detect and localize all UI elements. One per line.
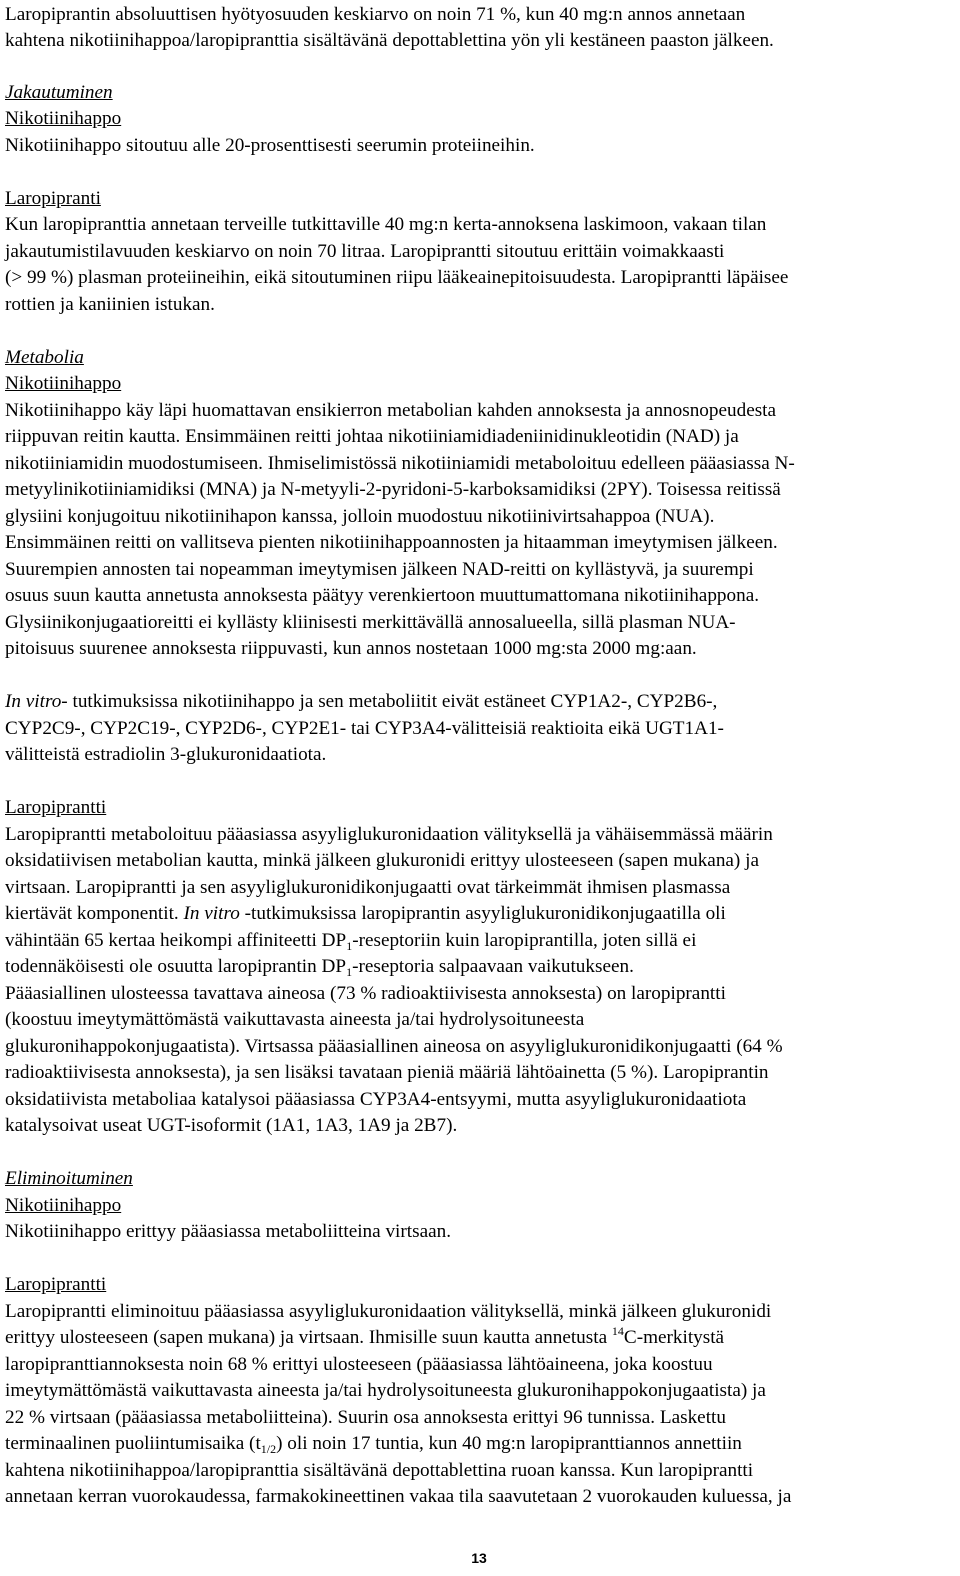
paragraph-line: (koostuu imeytymättömästä vaikuttavasta aineesta ja/tai hydrolysoituneesta (5, 1009, 585, 1030)
paragraph-line: Kun laropipranttia annetaan terveille tutkittaville 40 mg:n kerta-annoksena laskimoon, vakaan tilan (5, 214, 767, 235)
paragraph-line: metyylinikotiiniamidiksi (MNA) ja N-metyyli-2-pyridoni-5-karboksamidiksi (2PY). Toisessa reitissä (5, 479, 781, 500)
subheading-laropiprant: Laropiprantti (5, 797, 107, 818)
subheading-nicotinic-acid: Nikotiinihappo (5, 1195, 122, 1216)
paragraph-line: annetaan kerran vuorokaudessa, farmakokineettinen vakaa tila saavutetaan 2 vuorokauden kuluessa, ja (5, 1486, 792, 1507)
paragraph-line: katalysoivat useat UGT-isoformit (1A1, 1A3, 1A9 ja 2B7). (5, 1115, 458, 1136)
paragraph-line: imeytymättömästä vaikuttavasta aineesta ja/tai hydrolysoituneesta glukuronihappokonjugaatista) ja (5, 1380, 766, 1401)
paragraph-line: rottien ja kaniinien istukan. (5, 294, 215, 315)
paragraph-line: Laropiprantti metaboloituu pääasiassa asyyliglukuronidaation välityksellä ja vähäisemmässä määrin (5, 824, 773, 845)
text-span: kiertävät komponentit. (5, 903, 184, 924)
paragraph-line: jakautumistilavuuden keskiarvo on noin 70 litraa. Laropiprantti sitoutuu erittäin voimakkaasti (5, 241, 725, 262)
paragraph-line: (> 99 %) plasman proteiineihin, eikä sitoutuminen riipu lääkeainepitoisuudesta. Laropiprantti läpäisee (5, 267, 789, 288)
subheading-laropiprant: Laropipranti (5, 188, 101, 209)
paragraph-line (5, 956, 634, 978)
superscript: 14 (611, 1324, 624, 1338)
page-number: 13 (471, 1550, 487, 1566)
paragraph-line: oksidatiivisen metabolian kautta, minkä jälkeen glukuronidi erittyy ulosteeseen (sapen mukana) ja (5, 850, 759, 871)
section-heading-metabolism: Metabolia (5, 347, 84, 368)
section-heading-elimination: Eliminoituminen (5, 1168, 133, 1189)
paragraph-line: pitoisuus suurenee annoksesta riippuvasti, kun annos nostetaan 1000 mg:sta 2000 mg:aan. (5, 638, 697, 659)
subheading-nicotinic-acid: Nikotiinihappo (5, 373, 122, 394)
paragraph-line: Laropiprantin absoluuttisen hyötyosuuden keskiarvo on noin 71 %, kun 40 mg:n annos annetaan (5, 4, 746, 25)
paragraph-line: Ensimmäinen reitti on vallitseva pienten nikotiinihappoannosten ja hitaamman imeytymisen jälkeen. (5, 532, 778, 553)
subheading-nicotinic-acid: Nikotiinihappo (5, 108, 122, 129)
italic-text: In vitro (183, 903, 240, 924)
paragraph-line: kahtena nikotiinihappoa/laropipranttia sisältävänä depottablettina yön yli kestäneen paaston jälkeen. (5, 30, 774, 51)
paragraph-line: välitteistä estradiolin 3-glukuronidaatiota. (5, 744, 327, 765)
text-span: ) oli noin 17 tuntia, kun 40 mg:n laropipranttiannos annettiin (276, 1433, 742, 1454)
text-span: C-merkitystä (623, 1327, 725, 1348)
paragraph-line: osuus suun kautta annetusta annoksesta päätyy verenkiertoon muuttumattomana nikotiinihappona. (5, 585, 760, 606)
text-span: -reseptoria salpaavaan vaikutukseen. (352, 956, 634, 977)
paragraph-line: Nikotiinihappo käy läpi huomattavan ensikierron metabolian kahden annoksesta ja annosnopeudesta (5, 400, 777, 421)
section-heading-distribution: Jakautuminen (5, 82, 113, 103)
paragraph-line: 22 % virtsaan (pääasiassa metaboliitteina). Suurin osa annoksesta erittyi 96 tunnissa. Laskettu (5, 1407, 726, 1428)
paragraph-line (5, 1433, 742, 1455)
paragraph-line: Suurempien annosten tai nopeamman imeytymisen jälkeen NAD-reitti on kyllästyvä, ja suurempi (5, 559, 754, 580)
text-span: terminaalinen puoliintumisaika (t (5, 1433, 261, 1454)
paragraph-line: laropipranttiannoksesta noin 68 % erittyi ulosteeseen (pääasiassa lähtöaineena, joka koostuu (5, 1354, 713, 1375)
subscript: 1/2 (260, 1442, 277, 1456)
text-span: -reseptoriin kuin laropiprantilla, joten sillä ei (352, 930, 697, 951)
paragraph-line (5, 691, 717, 713)
text-span: erittyy ulosteeseen (sapen mukana) ja virtsaan. Ihmisille suun kautta annetusta (5, 1327, 612, 1348)
paragraph-line: kahtena nikotiinihappoa/laropipranttia sisältävänä depottablettina ruoan kanssa. Kun laropiprantti (5, 1460, 754, 1481)
paragraph-line (5, 903, 726, 925)
subheading-laropiprant: Laropiprantti (5, 1274, 107, 1295)
text-span: tutkimuksissa nikotiinihappo ja sen metaboliitit eivät estäneet CYP1A2-, CYP2B6-, (67, 691, 718, 712)
paragraph-line (5, 1324, 725, 1349)
paragraph-line: nikotiiniamidin muodostumiseen. Ihmiselimistössä nikotiiniamidi metaboloituu edelleen pääasiassa N- (5, 453, 795, 474)
paragraph-line: glysiini konjugoituu nikotiinihapon kanssa, jolloin muodostuu nikotiinivirtsahappoa (NUA). (5, 506, 715, 527)
paragraph-line: Nikotiinihappo sitoutuu alle 20-prosenttisesti seerumin proteiineihin. (5, 135, 535, 156)
paragraph-line: Nikotiinihappo erittyy pääasiassa metaboliitteina virtsaan. (5, 1221, 451, 1242)
paragraph-line: virtsaan. Laropiprantti ja sen asyyliglukuronidikonjugaatti ovat tärkeimmät ihmisen plasmassa (5, 877, 731, 898)
paragraph-line: riippuvan reitin kautta. Ensimmäinen reitti johtaa nikotiiniamidiadeniinidinukleotidin (NAD) ja (5, 426, 739, 447)
text-span: -tutkimuksissa laropiprantin asyyliglukuronidikonjugaatilla oli (239, 903, 726, 924)
subscript: 1 (346, 965, 353, 979)
paragraph-line: radioaktiivisesta annoksesta), ja sen lisäksi tavataan pieniä määriä lähtöainetta (5 %). Laropiprantin (5, 1062, 769, 1083)
italic-text: In vitro- (5, 691, 68, 712)
paragraph-line: Pääasiallinen ulosteessa tavattava aineosa (73 % radioaktiivisesta annoksesta) on laropiprantti (5, 983, 726, 1004)
text-span: vähintään 65 kertaa heikompi affiniteetti DP (5, 930, 347, 951)
paragraph-line: CYP2C9-, CYP2C19-, CYP2D6-, CYP2E1- tai CYP3A4-välitteisiä reaktioita eikä UGT1A1- (5, 718, 724, 739)
paragraph-line: glukuronihappokonjugaatista). Virtsassa pääasiallinen aineosa on asyyliglukuronidikonjugaatti (64 % (5, 1036, 783, 1057)
paragraph-line: oksidatiivista metaboliaa katalysoi pääasiassa CYP3A4-entsyymi, mutta asyyliglukuronidaatiota (5, 1089, 747, 1110)
subscript: 1 (346, 939, 353, 953)
paragraph-line (5, 930, 696, 952)
text-span: todennäköisesti ole osuutta laropiprantin DP (5, 956, 347, 977)
paragraph-line: Glysiinikonjugaatioreitti ei kyllästy kliinisesti merkittävällä annosalueella, sillä plasman NUA- (5, 612, 736, 633)
paragraph-line: Laropiprantti eliminoituu pääasiassa asyyliglukuronidaation välityksellä, minkä jälkeen glukuronidi (5, 1301, 772, 1322)
